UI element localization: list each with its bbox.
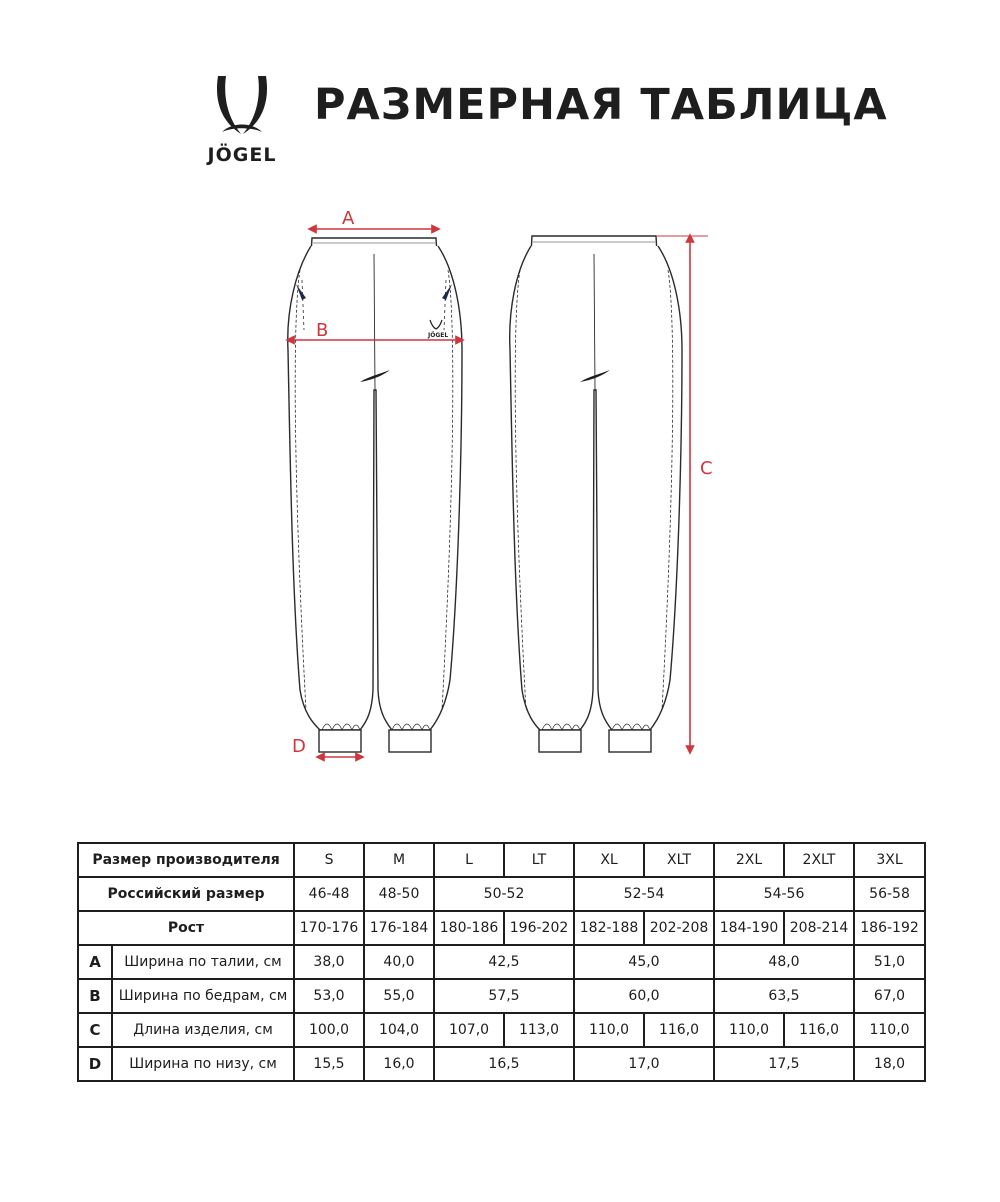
value-cell: 42,5 [434,945,574,979]
value-cell: 113,0 [504,1013,574,1047]
brand-name: JÖGEL [207,144,277,166]
table-row-manufacturer [78,843,925,877]
value-cell: 110,0 [574,1013,644,1047]
height-cell: 176-184 [364,911,434,945]
russian-size-cell: 46-48 [294,877,364,911]
value-cell: 17,0 [574,1047,714,1081]
size-table [77,842,926,1082]
russian-size-cell: 48-50 [364,877,434,911]
row-letter: D [78,1047,112,1081]
value-cell: 116,0 [644,1013,714,1047]
table-row-russian [78,877,925,911]
value-cell: 55,0 [364,979,434,1013]
value-cell: 107,0 [434,1013,504,1047]
row-label: Длина изделия, см [112,1013,294,1047]
value-cell: 18,0 [854,1047,925,1081]
row-label: Ширина по низу, см [112,1047,294,1081]
table-row-hips [78,979,925,1013]
table-row-height [78,911,925,945]
size-cell: XLT [644,843,714,877]
value-cell: 17,5 [714,1047,854,1081]
size-cell: XL [574,843,644,877]
russian-size-label: Российский размер [78,877,294,911]
height-cell: 186-192 [854,911,925,945]
value-cell: 116,0 [784,1013,854,1047]
row-label: Ширина по бедрам, см [112,979,294,1013]
height-cell: 196-202 [504,911,574,945]
table-row-length [78,1013,925,1047]
value-cell: 16,5 [434,1047,574,1081]
height-label: Рост [78,911,294,945]
table-row-waist [78,945,925,979]
brand-logo [192,72,292,172]
manufacturer-size-label: Размер производителя [78,843,294,877]
row-letter: A [78,945,112,979]
russian-size-cell: 50-52 [434,877,574,911]
russian-size-cell: 52-54 [574,877,714,911]
label-c: C [700,458,713,479]
back-view [510,236,682,752]
garment-brand-label: JÖGEL [428,332,449,339]
row-letter: B [78,979,112,1013]
garment-diagram [0,190,1000,780]
front-view [288,238,462,752]
row-letter: C [78,1013,112,1047]
label-d: D [292,736,306,757]
size-cell: 3XL [854,843,925,877]
size-cell: S [294,843,364,877]
value-cell: 104,0 [364,1013,434,1047]
russian-size-cell: 54-56 [714,877,854,911]
value-cell: 100,0 [294,1013,364,1047]
value-cell: 110,0 [854,1013,925,1047]
value-cell: 15,5 [294,1047,364,1081]
russian-size-cell: 56-58 [854,877,925,911]
page-title: РАЗМЕРНАЯ ТАБЛИЦА [314,80,888,130]
value-cell: 40,0 [364,945,434,979]
value-cell: 16,0 [364,1047,434,1081]
size-cell: LT [504,843,574,877]
height-cell: 182-188 [574,911,644,945]
height-cell: 208-214 [784,911,854,945]
height-cell: 202-208 [644,911,714,945]
size-cell: 2XLT [784,843,854,877]
row-label: Ширина по талии, см [112,945,294,979]
size-cell: M [364,843,434,877]
value-cell: 63,5 [714,979,854,1013]
label-b: B [316,320,329,341]
value-cell: 45,0 [574,945,714,979]
value-cell: 57,5 [434,979,574,1013]
table-row-hem [78,1047,925,1081]
size-cell: L [434,843,504,877]
height-cell: 184-190 [714,911,784,945]
value-cell: 51,0 [854,945,925,979]
value-cell: 48,0 [714,945,854,979]
value-cell: 110,0 [714,1013,784,1047]
height-cell: 170-176 [294,911,364,945]
label-a: A [342,208,355,229]
value-cell: 38,0 [294,945,364,979]
value-cell: 60,0 [574,979,714,1013]
size-cell: 2XL [714,843,784,877]
value-cell: 67,0 [854,979,925,1013]
height-cell: 180-186 [434,911,504,945]
value-cell: 53,0 [294,979,364,1013]
